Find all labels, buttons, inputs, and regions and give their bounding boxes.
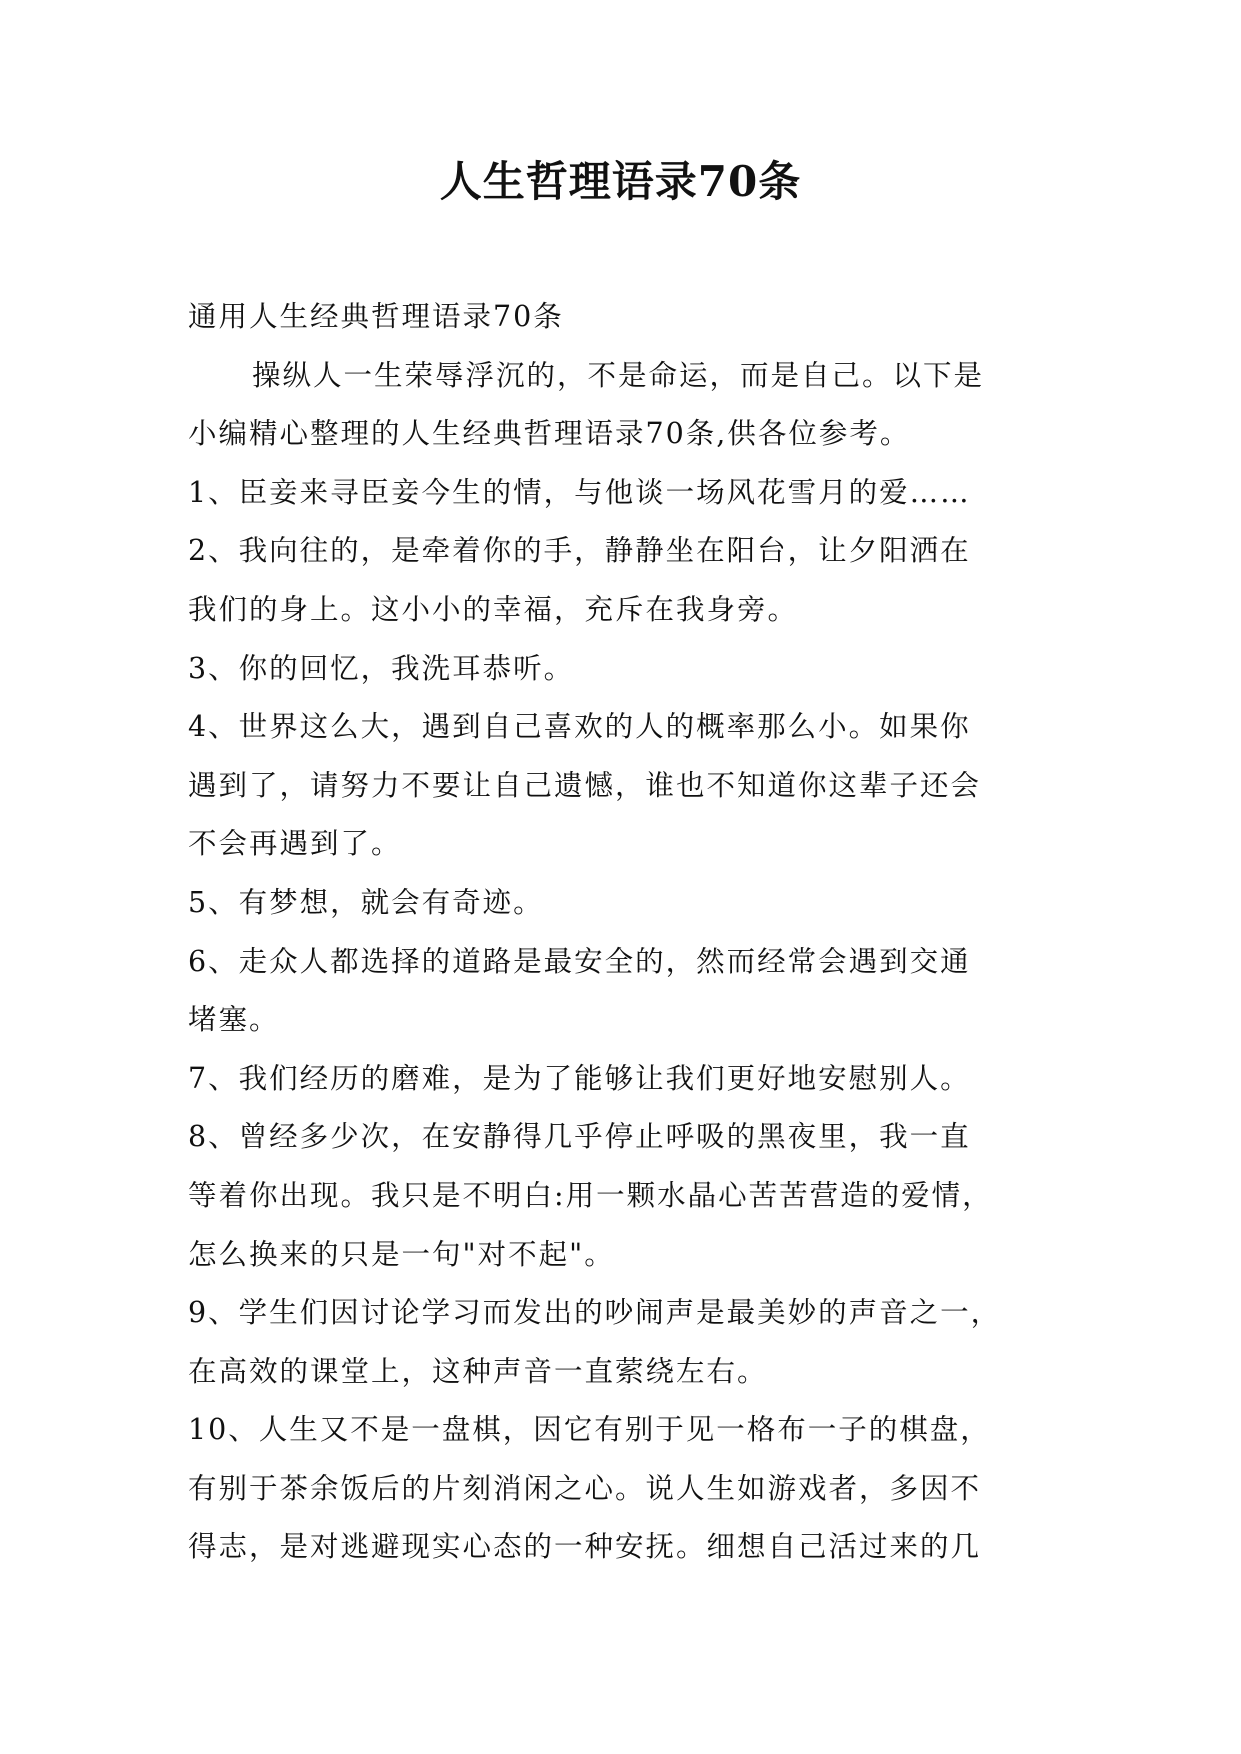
intro-line: 操纵人一生荣辱浮沉的，不是命运，而是自己。以下是 [252, 358, 985, 392]
quote-line: 我们的身上。这小小的幸福，充斥在我身旁。 [188, 592, 799, 626]
quote-line: 3、你的回忆，我洗耳恭听。 [188, 651, 575, 685]
subtitle-line: 通用人生经典哲理语录70条 [188, 300, 564, 333]
document-title: 人生哲理语录70条 [439, 157, 802, 206]
quote-line: 8、曾经多少次，在安静得几乎停止呼吸的黑夜里，我一直 [188, 1120, 971, 1154]
quote-line: 4、世界这么大，遇到自己喜欢的人的概率那么小。如果你 [188, 710, 971, 744]
quote-line: 怎么换来的只是一句"对不起"。 [188, 1237, 615, 1271]
quote-line: 2、我向往的，是牵着你的手，静静坐在阳台，让夕阳洒在 [188, 534, 971, 568]
quote-line: 得志，是对逃避现实心态的一种安抚。细想自己活过来的几 [188, 1530, 982, 1564]
quote-line: 有别于茶余饭后的片刻消闲之心。说人生如游戏者，多因不 [188, 1471, 982, 1505]
intro-line: 小编精心整理的人生经典哲理语录70条,供各位参考。 [188, 417, 911, 451]
quote-line: 10、人生又不是一盘棋，因它有别于见一格布一子的棋盘， [188, 1413, 991, 1447]
quote-line: 遇到了，请努力不要让自己遗憾，谁也不知道你这辈子还会 [188, 768, 982, 802]
quote-line: 7、我们经历的磨难，是为了能够让我们更好地安慰别人。 [188, 1061, 971, 1095]
quote-line: 6、走众人都选择的道路是最安全的，然而经常会遇到交通 [188, 944, 971, 978]
quote-line: 不会再遇到了。 [188, 827, 402, 861]
quote-line: 在高效的课堂上，这种声音一直萦绕左右。 [188, 1354, 768, 1388]
quote-line: 堵塞。 [188, 1003, 280, 1037]
quote-line: 1、臣妾来寻臣妾今生的情，与他谈一场风花雪月的爱…… [188, 475, 971, 509]
document-body [188, 288, 1068, 1577]
quote-line: 等着你出现。我只是不明白:用一颗水晶心苦苦营造的爱情， [188, 1178, 993, 1212]
quote-line: 9、学生们因讨论学习而发出的吵闹声是最美妙的声音之一， [188, 1296, 1002, 1330]
quote-line: 5、有梦想，就会有奇迹。 [188, 885, 544, 919]
